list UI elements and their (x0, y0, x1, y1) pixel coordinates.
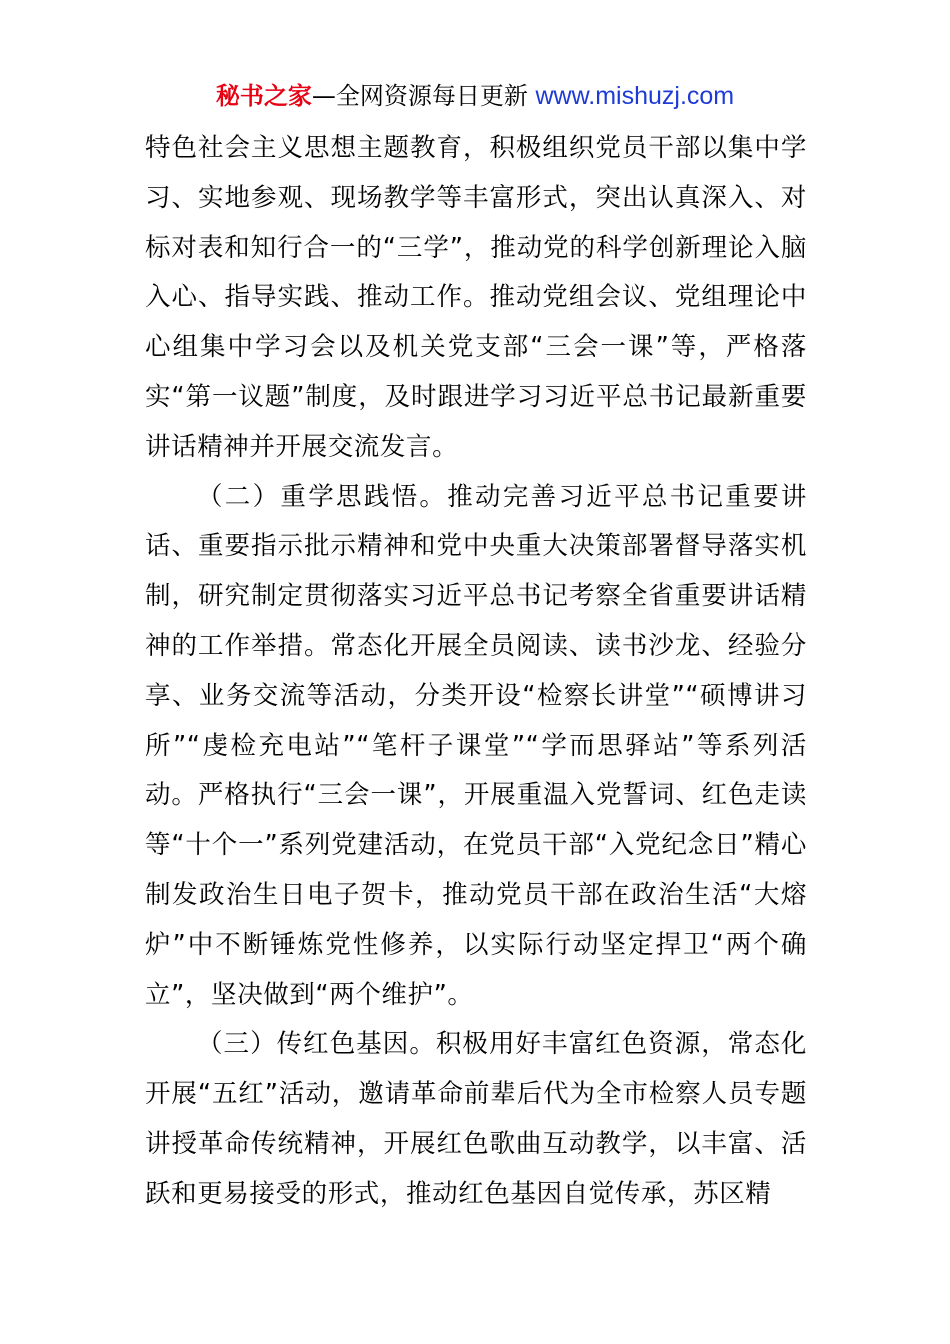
paragraph-section-three: （三）传红色基因。积极用好丰富红色资源，常态化开展“五红”活动，邀请革命前辈后代为全市检察人员专题讲授革命传统精神，开展红色歌曲互动教学，以丰富、活跃和更易接受的形式，推动红色基因自觉传承，苏区精 (145, 1029, 807, 1209)
paragraph-section-two: （二）重学思践悟。推动完善习近平总书记重要讲话、重要指示批示精神和党中央重大决策部署督导落实机制，研究制定贯彻落实习近平总书记考察全省重要讲话精神的工作举措。常态化开展全员阅读、读书沙龙、经验分享、业务交流等活动，分类开设“检察长讲堂”“硕博讲习所”“虔检充电站”“笔杆子课堂”“学而思驿站”等系列活动。严格执行“三会一课”，开展重温入党誓词、红色走读等“十个一”系列党建活动，在党员干部“入党纪念日”精心制发政治生日电子贺卡，推动党员干部在政治生活“大熔炉”中不断锤炼党性修养，以实际行动坚定捍卫“两个确立”，坚决做到“两个维护”。 (145, 481, 807, 1010)
paragraph-continuation: 特色社会主义思想主题教育，积极组织党员干部以集中学习、实地参观、现场教学等丰富形式，突出认真深入、对标对表和知行合一的“三学”，推动党的科学创新理论入脑入心、指导实践、推动工作。推动党组会议、党组理论中心组集中学习会以及机关党支部“三会一课”等，严格落实“第一议题”制度，及时跟进学习习近平总书记最新重要讲话精神并开展交流发言。 (145, 133, 807, 462)
document-body (145, 124, 807, 1220)
website-link[interactable]: www.mishuzj.com (535, 82, 735, 110)
site-header (0, 78, 950, 114)
header-slogan: —全网资源每日更新 (311, 82, 536, 110)
brand-name: 秘书之家 (215, 82, 312, 110)
